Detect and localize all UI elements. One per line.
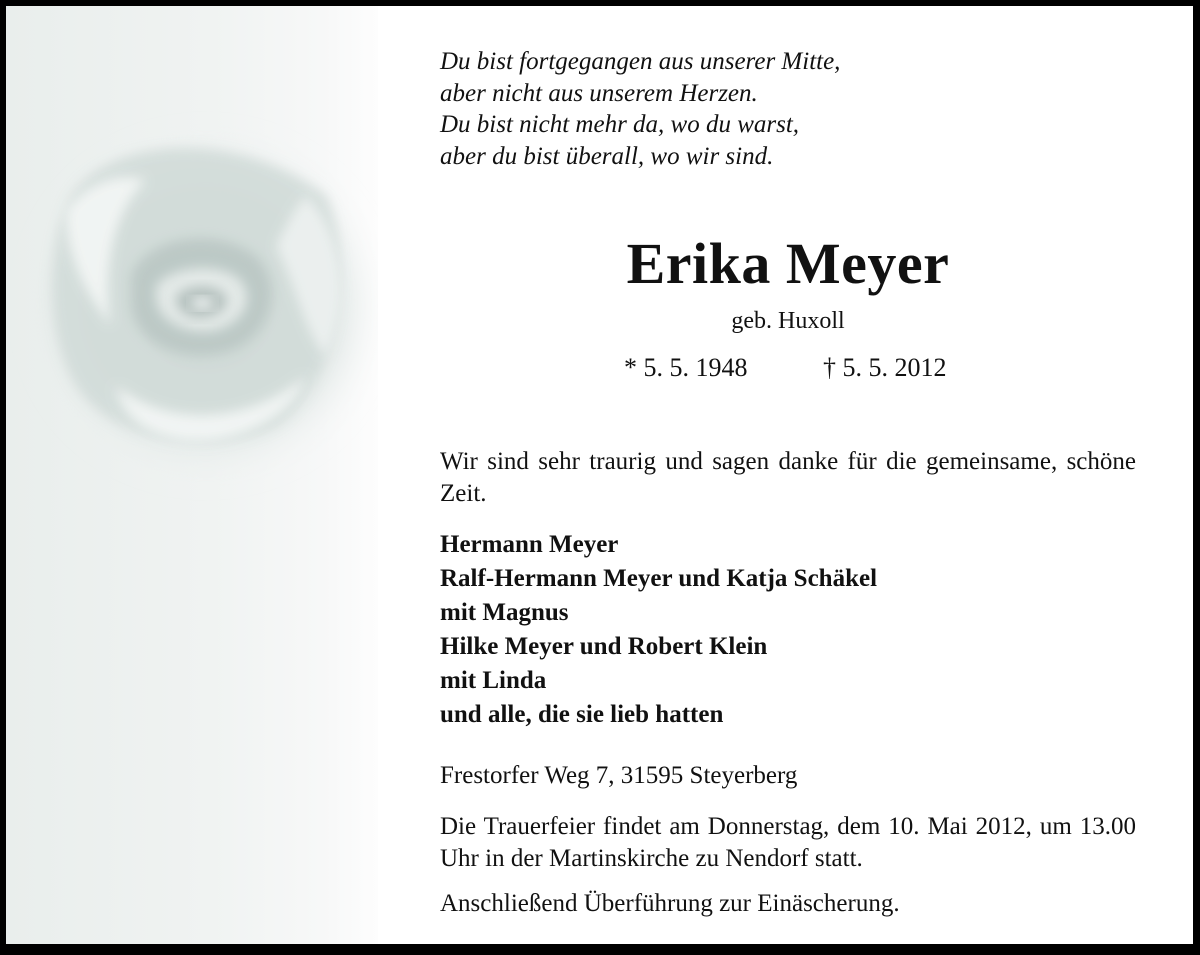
family-member: mit Magnus [440, 599, 569, 626]
thanks-text: Wir sind sehr traurig und sagen danke für die gemeinsame, schöne Zeit. [440, 448, 1136, 507]
rose-decoration-panel [6, 6, 378, 944]
obituary-notice [6, 6, 1193, 944]
family-member: Ralf-Hermann Meyer und Katja Schäkel [440, 565, 878, 592]
deceased-name: Erika Meyer [626, 231, 950, 296]
family-member: und alle, die sie lieb hatten [440, 701, 724, 728]
death-date: † 5. 5. 2012 [823, 353, 947, 382]
poem-line: Du bist fortgegangen aus unserer Mitte, [440, 48, 841, 75]
after-ceremony-info: Anschließend Überführung zur Einäscherung. [440, 890, 900, 917]
poem-verse [440, 46, 1136, 172]
rose-image [6, 6, 378, 944]
family-member: mit Linda [440, 667, 547, 694]
maiden-name: geb. Huxoll [731, 308, 845, 334]
ceremony-info: Die Trauerfeier findet am Donnerstag, dem 10. Mai 2012, um 13.00 Uhr in der Martinskirche zu Nendorf statt. [440, 813, 1136, 872]
poem-line: aber nicht aus unserem Herzen. [440, 79, 758, 107]
family-list [440, 528, 1136, 732]
family-member: Hermann Meyer [440, 531, 619, 558]
birth-date: * 5. 5. 1948 [624, 353, 748, 382]
address-text: Frestorfer Weg 7, 31595 Steyerberg [440, 762, 798, 789]
poem-line: Du bist nicht mehr da, wo du warst, [440, 111, 800, 138]
life-dates [440, 351, 1136, 385]
family-member: Hilke Meyer und Robert Klein [440, 633, 768, 660]
poem-line: aber du bist überall, wo wir sind. [440, 142, 774, 170]
